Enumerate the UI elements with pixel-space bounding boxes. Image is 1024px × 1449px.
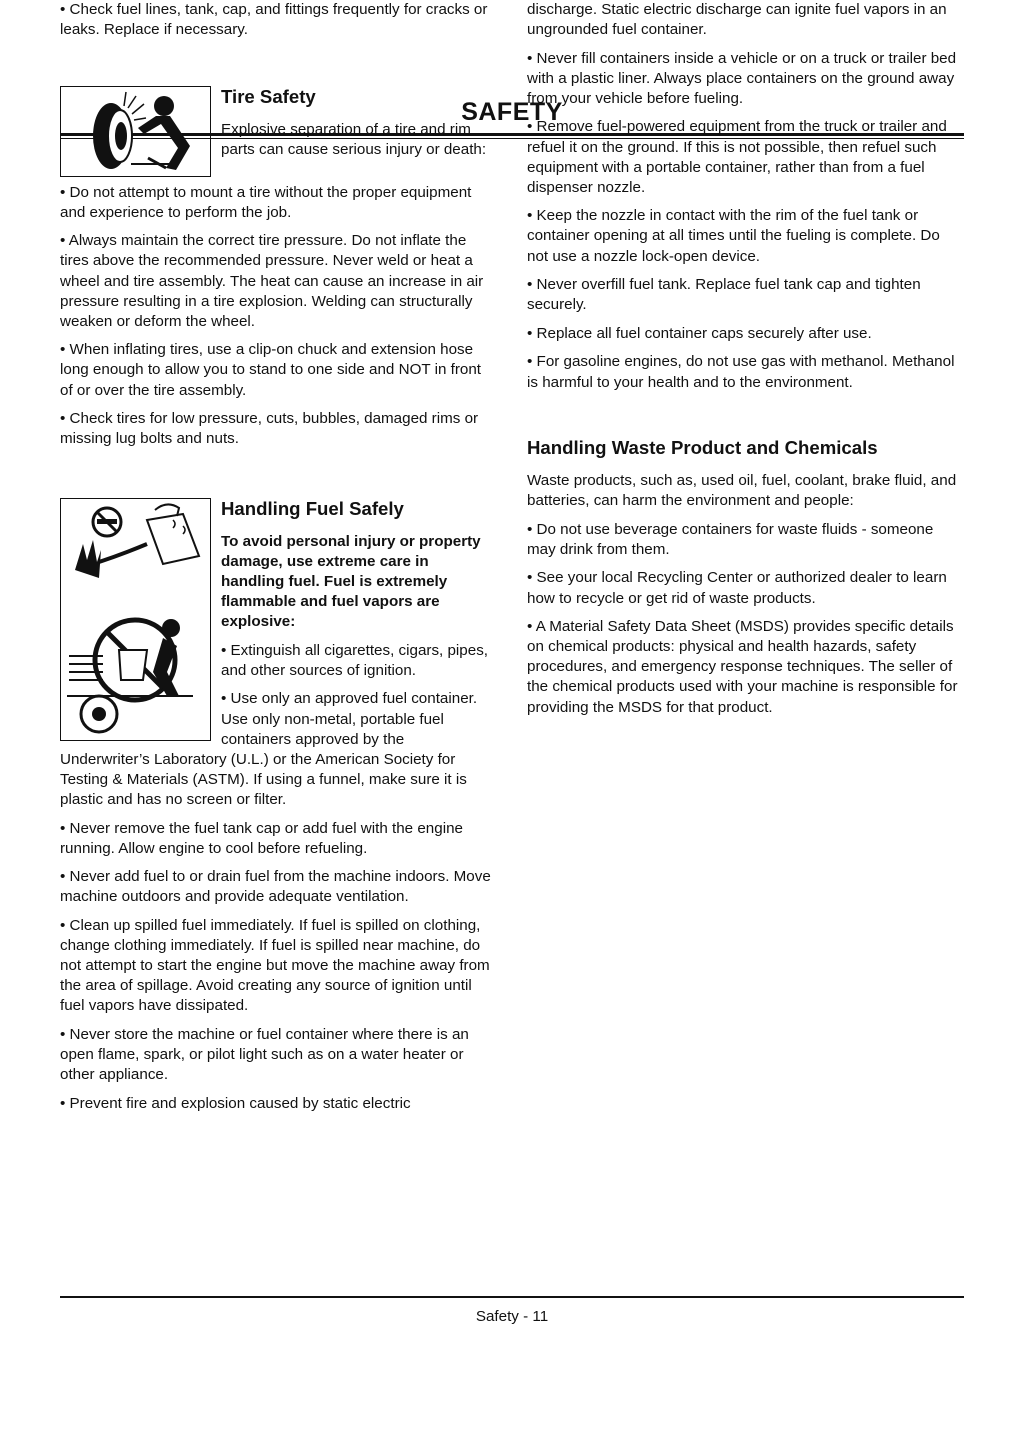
page-title: SAFETY (461, 98, 563, 126)
list-item: • Never overfill fuel tank. Replace fuel tank cap and tighten securely. (527, 276, 921, 314)
list-item: • Never add fuel to or drain fuel from the machine indoors. Move machine outdoors and provide adequate ventilation. (60, 868, 491, 906)
list-item: • Use only an approved fuel container. Use only non-metal, portable fuel containers approved by the Underwriter’s Laboratory (U.L.) or the American Society for Testing & Materials (ASTM). If using a funnel, make sure it is plastic and has no screen or filter. (60, 690, 478, 808)
list-item: • Prevent fire and explosion caused by static electric (60, 1094, 411, 1112)
warning-paragraph: To avoid personal injury or property damage, use extreme care in handling fuel. Fuel is extremely flammable and fuel vapors are explosive: (221, 532, 481, 631)
paragraph: Waste products, such as, used oil, fuel, coolant, brake fluid, and batteries, can harm the environment and people: (527, 472, 957, 510)
list-item: • Clean up spilled fuel immediately. If fuel is spilled on clothing, change clothing immediately. If fuel is spilled near machine, do not attempt to start the engine but move the machine away from the area of spillage. Avoid creating any source of ignition until fuel vapors have dissipated. (60, 916, 490, 1015)
page-number: Safety - 11 (475, 1308, 549, 1325)
fuel-safety-illustration (60, 498, 211, 741)
list-item: • Check tires for low pressure, cuts, bubbles, damaged rims or missing lug bolts and nuts. (60, 410, 479, 448)
no-smoking-icon (93, 508, 121, 536)
list-item: • Keep the nozzle in contact with the rim of the fuel tank or container opening at all times until the fueling is complete. Do not use a nozzle lock-open device. (527, 207, 940, 265)
list-item: • Remove fuel-powered equipment from the truck or trailer and refuel it on the ground. If this is not possible, then refuel such equipment with a portable container, rather than from a fuel dispenser nozzle. (527, 118, 947, 196)
tire-explosion-illustration (60, 86, 211, 177)
list-item: • For gasoline engines, do not use gas with methanol. Methanol is harmful to your health and to the environment. (527, 353, 955, 391)
paragraph: discharge. Static electric discharge can ignite fuel vapors in an ungrounded fuel container. (527, 1, 947, 39)
tire-safety-section (60, 86, 496, 450)
right-column (527, 0, 965, 726)
list-item: • A Material Safety Data Sheet (MSDS) provides specific details on chemical products: physical and health hazards, safety procedures, and emergency response techniques. The seller of the chemical products used with your machine is responsible for providing the MSDS for that product. (527, 618, 958, 716)
left-column (60, 0, 496, 1122)
list-item: • Never fill containers inside a vehicle or on a truck or trailer bed with a plastic liner. Always place containers on the ground away from your vehicle before fueling. (527, 49, 957, 107)
list-item: • Never remove the fuel tank cap or add fuel with the engine running. Allow engine to cool before refueling. (60, 819, 463, 857)
prohibited-fueling-icon (95, 619, 180, 700)
paragraph: • Check fuel lines, tank, cap, and fittings frequently for cracks or leaks. Replace if necessary. (60, 1, 488, 39)
list-item: • When inflating tires, use a clip-on chuck and extension hose long enough to allow you to stand to one side and NOT in front of or over the tire assembly. (60, 341, 482, 399)
list-item: • Replace all fuel container caps securely after use. (527, 324, 872, 342)
footer-rule (60, 1296, 964, 1298)
list-item: • Always maintain the correct tire pressure. Do not inflate the tires above the recommended pressure. Never weld or heat a wheel and tire assembly. The heat can cause an increase in air pressure resulting in a tire explosion. Welding can structurally weaken or deform the wheel. (60, 232, 484, 330)
section-title-fuel-safety: Handling Fuel Safely (221, 497, 404, 519)
section-title-tire-safety: Tire Safety (221, 85, 316, 107)
section-title-waste: Handling Waste Product and Chemicals (527, 437, 878, 459)
list-item: • Do not attempt to mount a tire without the proper equipment and experience to perform the job. (60, 183, 472, 221)
fuel-safety-section (60, 498, 496, 1114)
paragraph: Explosive separation of a tire and rim parts can cause serious injury or death: (221, 120, 487, 158)
list-item: • Never store the machine or fuel container where there is an open flame, spark, or pilot light such as on a water heater or other appliance. (60, 1025, 469, 1084)
list-item: • Do not use beverage containers for waste fluids - someone may drink from them. (527, 520, 934, 558)
waste-section (527, 437, 965, 718)
list-item: • Extinguish all cigarettes, cigars, pipes, and other sources of ignition. (221, 641, 489, 679)
list-item: • See your local Recycling Center or authorized dealer to learn how to recycle or get rid of waste products. (527, 569, 947, 607)
